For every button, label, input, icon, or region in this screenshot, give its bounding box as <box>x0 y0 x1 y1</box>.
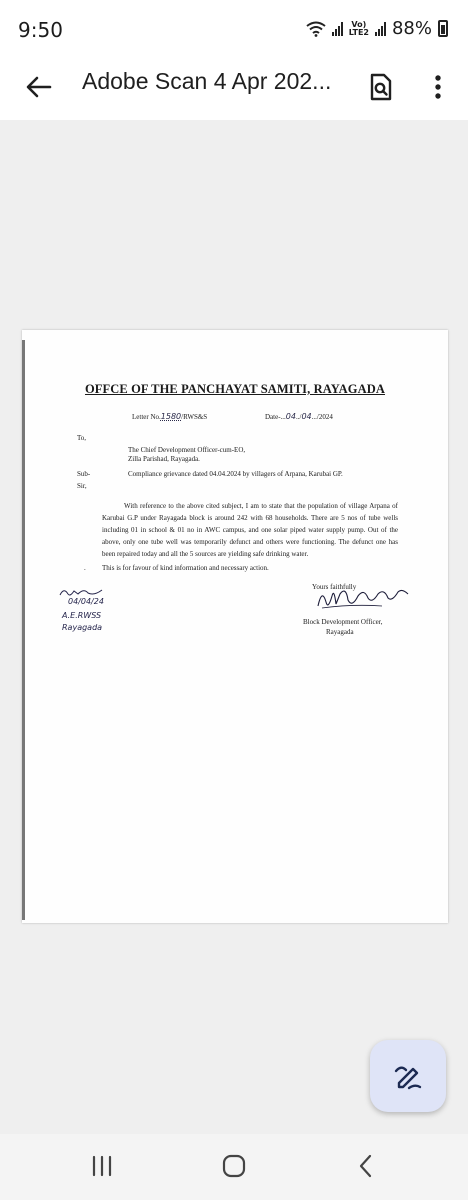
nav-back-icon <box>358 1154 374 1178</box>
yours-faithfully: Yours faithfully <box>312 583 357 591</box>
signal-1-icon <box>332 22 343 36</box>
bullet-dot: . <box>84 564 86 572</box>
margin-handwritten-note: 04/04/24 A.E.RWSS Rayagada <box>58 592 128 642</box>
letter-number: 1580 <box>160 412 182 421</box>
recents-button[interactable] <box>80 1148 124 1184</box>
signal-2-icon <box>375 22 386 36</box>
to-label: To, <box>77 434 87 442</box>
home-button[interactable] <box>212 1148 256 1184</box>
bdo-signature <box>312 582 412 616</box>
edit-pen-icon <box>393 1061 423 1091</box>
search-in-document-button[interactable] <box>358 64 404 110</box>
closing-line: This is for favour of kind information and necessary action. <box>102 564 269 572</box>
scanned-page <box>22 330 448 923</box>
nav-back-button[interactable] <box>344 1148 388 1184</box>
app-bar <box>0 58 468 120</box>
addressee-line-1: The Chief Development Officer-cum-EO, <box>128 446 246 454</box>
letter-number-line: Letter No.1580/RWS&S <box>132 412 208 421</box>
page-edge-shadow <box>22 340 25 920</box>
salutation: Sir, <box>77 482 87 490</box>
status-time: 9:50 <box>18 18 63 42</box>
signatory-title: Block Development Officer, <box>303 618 383 626</box>
system-nav-bar <box>0 1134 468 1200</box>
battery-percent: 88% <box>391 18 432 39</box>
network-label: Vo) LTE2 <box>348 19 369 37</box>
edit-fab-button[interactable] <box>370 1040 446 1112</box>
status-bar <box>0 0 468 58</box>
letter-body: With reference to the above cited subject, I am to state that the population of village Arpana of Karubai G.P under Rayagada block is around 242 with 68 households. There are 5 nos of tube wells including 01 in school & 01 no in AWC campus, and one solar piped water supply pump. Out of the above, only one tube well was temporarily defunct and others were functioning. The defunct one has been repaired today and all the 5 sources are yielding safe drinking water. <box>102 502 398 558</box>
letter-heading: OFFCE OF THE PANCHAYAT SAMITI, RAYAGADA <box>84 382 386 396</box>
status-icons <box>306 18 448 39</box>
document-viewer[interactable] <box>0 120 468 1134</box>
recents-icon <box>90 1155 114 1177</box>
more-vertical-icon <box>434 74 442 100</box>
document-title: Adobe Scan 4 Apr 202... <box>82 68 332 94</box>
battery-icon <box>438 20 448 37</box>
home-icon <box>222 1154 246 1178</box>
signatory-place: Rayagada <box>326 628 354 636</box>
subject-label: Sub- <box>77 470 91 478</box>
addressee-line-2: Zilla Parishad, Rayagada. <box>128 455 200 463</box>
arrow-left-icon <box>26 76 52 98</box>
document-search-icon <box>369 73 393 101</box>
more-options-button[interactable] <box>416 64 460 110</box>
back-button[interactable] <box>16 64 62 110</box>
wifi-icon <box>306 21 326 37</box>
date-line: Date-...04../04.../2024 <box>265 412 333 421</box>
subject-text: Compliance grievance dated 04.04.2024 by villagers of Arpana, Karubai GP. <box>128 470 343 478</box>
